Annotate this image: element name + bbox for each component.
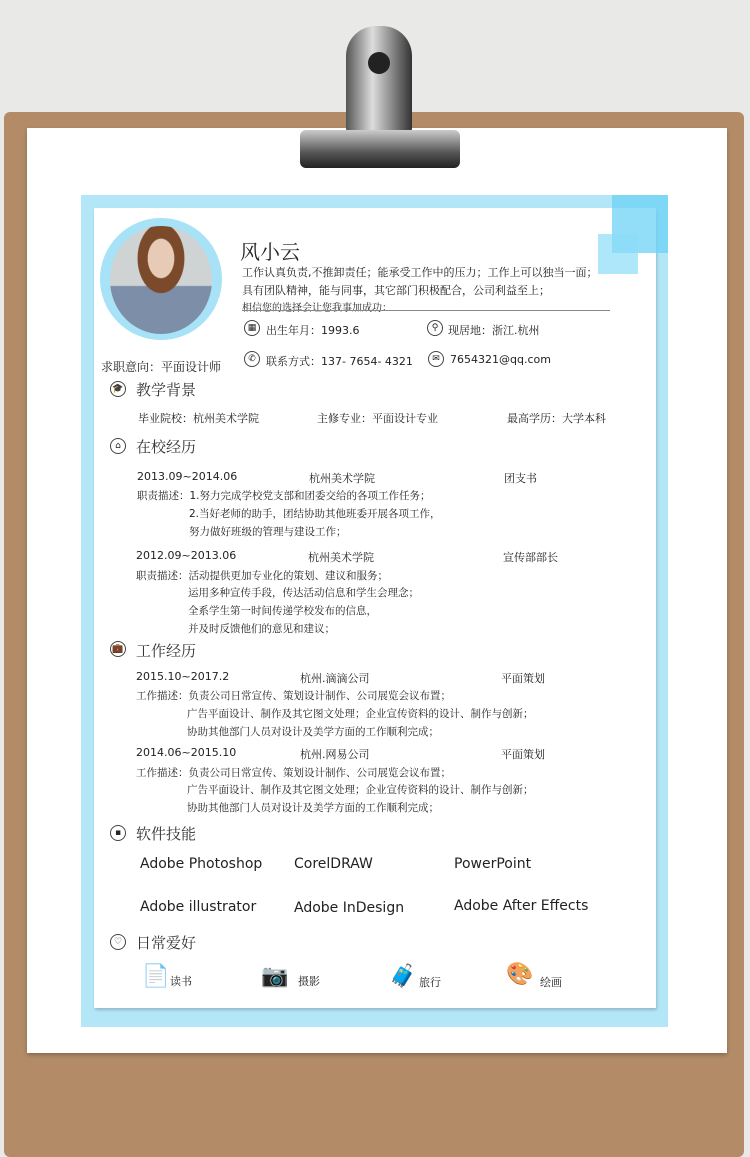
section-title-education: 教学背景 [136,381,197,399]
major: 主修专业：平面设计专业 [317,412,438,425]
entry-role: 宣传部部长 [503,551,558,564]
intro-line: 工作认真负责,不推卸责任；能承受工作中的压力；工作上可以独当一面； [242,266,598,279]
section-title-skills: 软件技能 [136,825,197,843]
entry-org: 杭州.滴滴公司 [300,672,370,685]
entry-org: 杭州美术学院 [308,551,374,564]
email: 7654321@qq.com [450,353,551,366]
skill: PowerPoint [454,856,532,872]
entry-line: 协助其他部门人员对设计及美学方面的工作顺利完成； [187,726,439,738]
birth: 出生年月：1993.6 [266,324,360,337]
clip-hole [368,52,390,74]
intro-line: 具有团队精神，能与同事，其它部门积极配合，公司利益至上； [242,284,550,297]
hobby: 读书 [170,975,192,988]
entry-date: 2013.09~2014.06 [137,470,238,483]
phone: 联系方式：137- 7654- 4321 [266,355,413,368]
hobby: 摄影 [298,975,320,988]
objective: 求职意向：平面设计师 [101,360,222,374]
entry-line: 运用多种宣传手段，传达活动信息和学生会理念； [188,587,419,599]
luggage-icon: 🧳 [389,964,417,989]
calendar-icon: ▦ [244,320,260,336]
apps-icon: ▪ [110,825,126,841]
email-icon: ✉ [428,351,444,367]
graduation-cap-icon: 🎓 [110,381,126,397]
skill: CorelDRAW [294,856,373,872]
entry-line: 2.当好老师的助手，团结协助其他班委开展各项工作， [189,508,441,520]
entry-date: 2015.10~2017.2 [136,670,230,683]
briefcase-icon: 💼 [110,641,126,657]
book-icon: 📄 [142,964,170,989]
entry-line: 全系学生第一时间传递学校发布的信息， [188,605,377,617]
decor-square [598,234,638,274]
entry-role: 团支书 [504,472,537,485]
skill: Adobe Photoshop [140,856,263,872]
intro-line: 相信您的选择会让您我事加成功： [242,303,392,314]
entry-org: 杭州美术学院 [309,472,375,485]
entry-date: 2014.06~2015.10 [136,746,237,759]
entry-line: 广告平面设计、制作及其它图文处理；企业宣传资料的设计、制作与创新； [187,708,534,720]
entry-role: 平面策划 [501,672,545,685]
entry-line: 广告平面设计、制作及其它图文处理；企业宣传资料的设计、制作与创新； [187,784,534,796]
skill: Adobe InDesign [294,900,405,916]
section-title-work: 工作经历 [136,642,197,660]
entry-line: 工作描述：负责公司日常宣传、策划设计制作、公司展览会议布置； [136,767,451,779]
palette-icon: 🎨 [506,962,534,987]
camera-icon: 📷 [261,964,289,989]
entry-role: 平面策划 [501,748,545,761]
entry-date: 2012.09~2013.06 [136,549,237,562]
section-title-campus: 在校经历 [136,438,197,456]
entry-org: 杭州.网易公司 [300,748,370,761]
hobby: 旅行 [419,976,441,989]
location: 现居地：浙江.杭州 [448,324,540,337]
entry-line: 职责描述：1.努力完成学校党支部和团委交给的各项工作任务； [137,490,431,502]
clip-icon [346,26,412,136]
skill: Adobe illustrator [140,899,257,915]
school-building-icon: ⌂ [110,438,126,454]
skill: Adobe After Effects [454,898,589,914]
school: 毕业院校：杭州美术学院 [138,412,259,425]
entry-line: 工作描述：负责公司日常宣传、策划设计制作、公司展览会议布置； [136,690,451,702]
entry-line: 努力做好班级的管理与建设工作； [189,526,347,538]
divider [242,310,610,311]
entry-line: 协助其他部门人员对设计及美学方面的工作顺利完成； [187,802,439,814]
section-title-hobbies: 日常爱好 [136,934,197,952]
entry-line: 职责描述：活动提供更加专业化的策划、建议和服务； [136,570,388,582]
avatar [110,226,212,334]
phone-icon: ✆ [244,351,260,367]
entry-line: 并及时反馈他们的意见和建议； [188,623,335,635]
name: 风小云 [240,240,300,264]
hobby: 绘画 [540,976,562,989]
heart-icon: ♡ [110,934,126,950]
clip-base [300,130,460,168]
degree: 最高学历：大学本科 [507,412,606,425]
location-icon: ⚲ [427,320,443,336]
